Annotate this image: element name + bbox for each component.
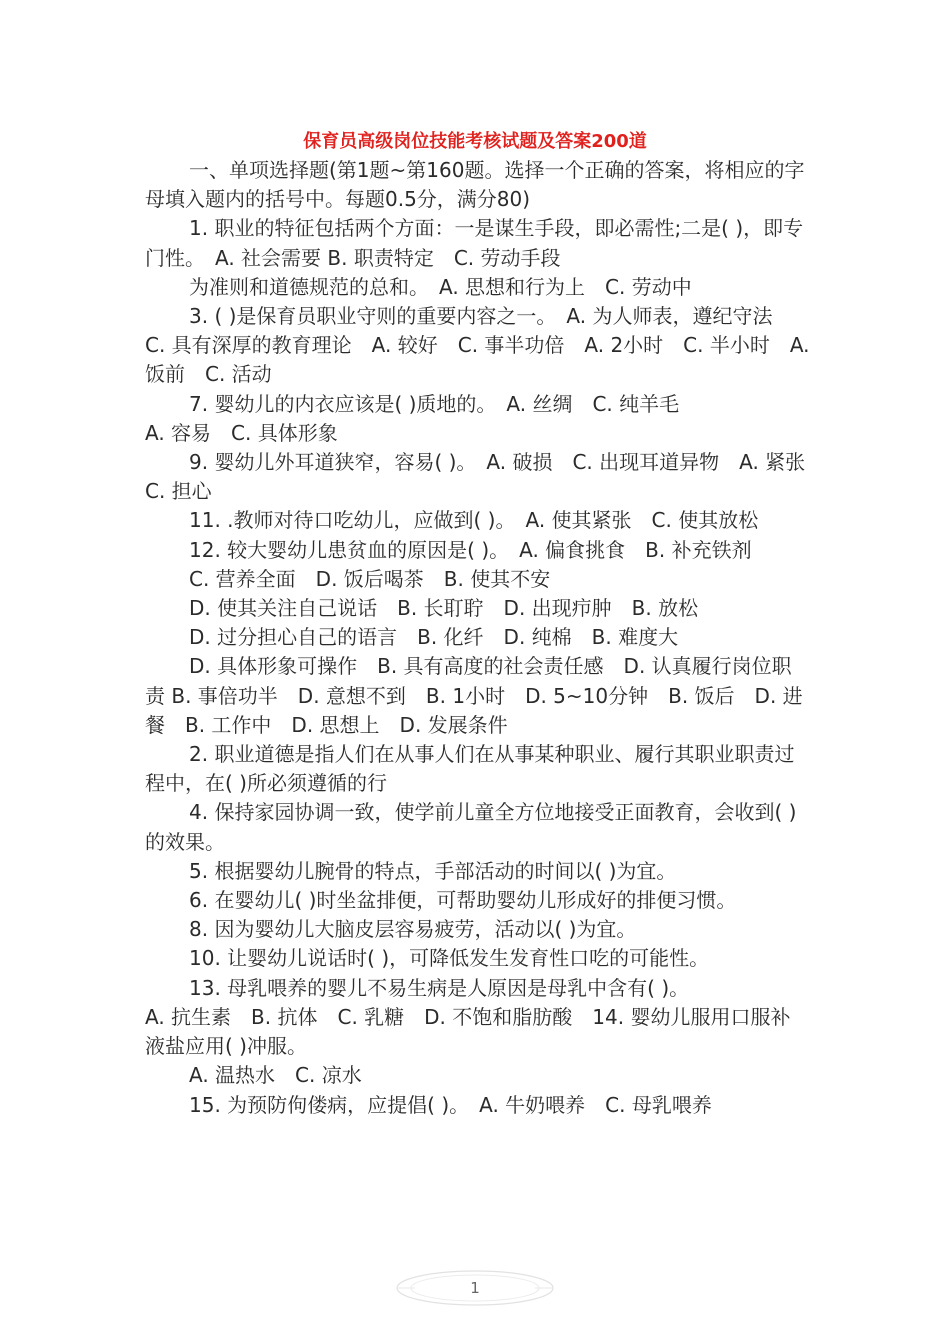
paragraph: 8. 因为婴幼儿大脑皮层容易疲劳，活动以( )为宜。 xyxy=(189,917,637,942)
paragraph: 6. 在婴幼儿( )时坐盆排便，可帮助婴幼儿形成好的排便习惯。 xyxy=(189,888,737,913)
paragraph: D. 过分担心自己的语言 B. 化纤 D. 纯棉 B. 难度大 xyxy=(189,625,679,650)
paragraph: 7. 婴幼儿的内衣应该是( )质地的。 A. 丝绸 C. 纯羊毛 xyxy=(189,391,680,416)
paragraph: 9. 婴幼儿外耳道狭窄，容易( )。 A. 破损 C. 出现耳道异物 A. 紧张 C. 担心 xyxy=(145,450,826,504)
document-body xyxy=(145,156,826,1120)
paragraph: D. 使其关注自己说话 B. 长耵聍 D. 出现疖肿 B. 放松 xyxy=(189,596,699,621)
paragraph: 12. 较大婴幼儿患贫血的原因是( )。 A. 偏食挑食 B. 补充铁剂 xyxy=(189,537,752,562)
paragraph: 一、单项选择题(第1题~第160题。选择一个正确的答案，将相应的字母填入题内的括号中。每题0.5分，满分80) xyxy=(145,158,805,212)
paragraph: 15. 为预防佝偻病，应提倡( )。 A. 牛奶喂养 C. 母乳喂养 xyxy=(189,1092,712,1117)
paragraph: 4. 保持家园协调一致，使学前儿童全方位地接受正面教育，会收到( )的效果。 xyxy=(145,800,797,854)
paragraph: A. 容易 C. 具体形象 xyxy=(145,420,338,445)
paragraph: 11. .教师对待口吃幼儿，应做到( )。 A. 使其紧张 C. 使其放松 xyxy=(189,508,759,533)
paragraph: 10. 让婴幼儿说话时( )，可降低发生发育性口吃的可能性。 xyxy=(189,946,710,971)
page-footer xyxy=(395,1268,555,1308)
paragraph: C. 营养全面 D. 饭后喝茶 B. 使其不安 xyxy=(189,566,551,591)
paragraph: 5. 根据婴幼儿腕骨的特点，手部活动的时间以( )为宜。 xyxy=(189,858,677,883)
paragraph: 3. ( )是保育员职业守则的重要内容之一。 A. 为人师表，遵纪守法 C. 具有深厚的教育理论 A. 较好 C. 事半功倍 A. 2小时 C. 半小时 A. 饭前 C. 活动 xyxy=(145,304,810,387)
paragraph: D. 具体形象可操作 B. 具有高度的社会责任感 D. 认真履行岗位职责 B. 事倍功半 D. 意想不到 B. 1小时 D. 5~10分钟 B. 饭后 D. 进餐 B. 工作中 D. 思想上 D. 发展条件 xyxy=(145,654,803,737)
paragraph: 13. 母乳喂养的婴儿不易生病是人原因是母乳中含有( )。 xyxy=(189,975,690,1000)
paragraph: A. 抗生素 B. 抗体 C. 乳糖 D. 不饱和脂肪酸 14. 婴幼儿服用口服补液盐应用( )冲服。 xyxy=(145,1004,791,1059)
paragraph: 为准则和道德规范的总和。 A. 思想和行为上 C. 劳动中 xyxy=(189,274,692,299)
paragraph: A. 温热水 C. 凉水 xyxy=(189,1063,362,1088)
page-number: 1 xyxy=(470,1279,480,1297)
document-title: 保育员高级岗位技能考核试题及答案200道 xyxy=(303,131,647,152)
paragraph: 1. 职业的特征包括两个方面：一是谋生手段，即必需性;二是( )，即专门性。 A. 社会需要 B. 职责特定 C. 劳动手段 xyxy=(145,216,804,270)
paragraph: 2. 职业道德是指人们在从事人们在从事某种职业、履行其职业职责过程中，在( )所必须遵循的行 xyxy=(145,742,795,796)
